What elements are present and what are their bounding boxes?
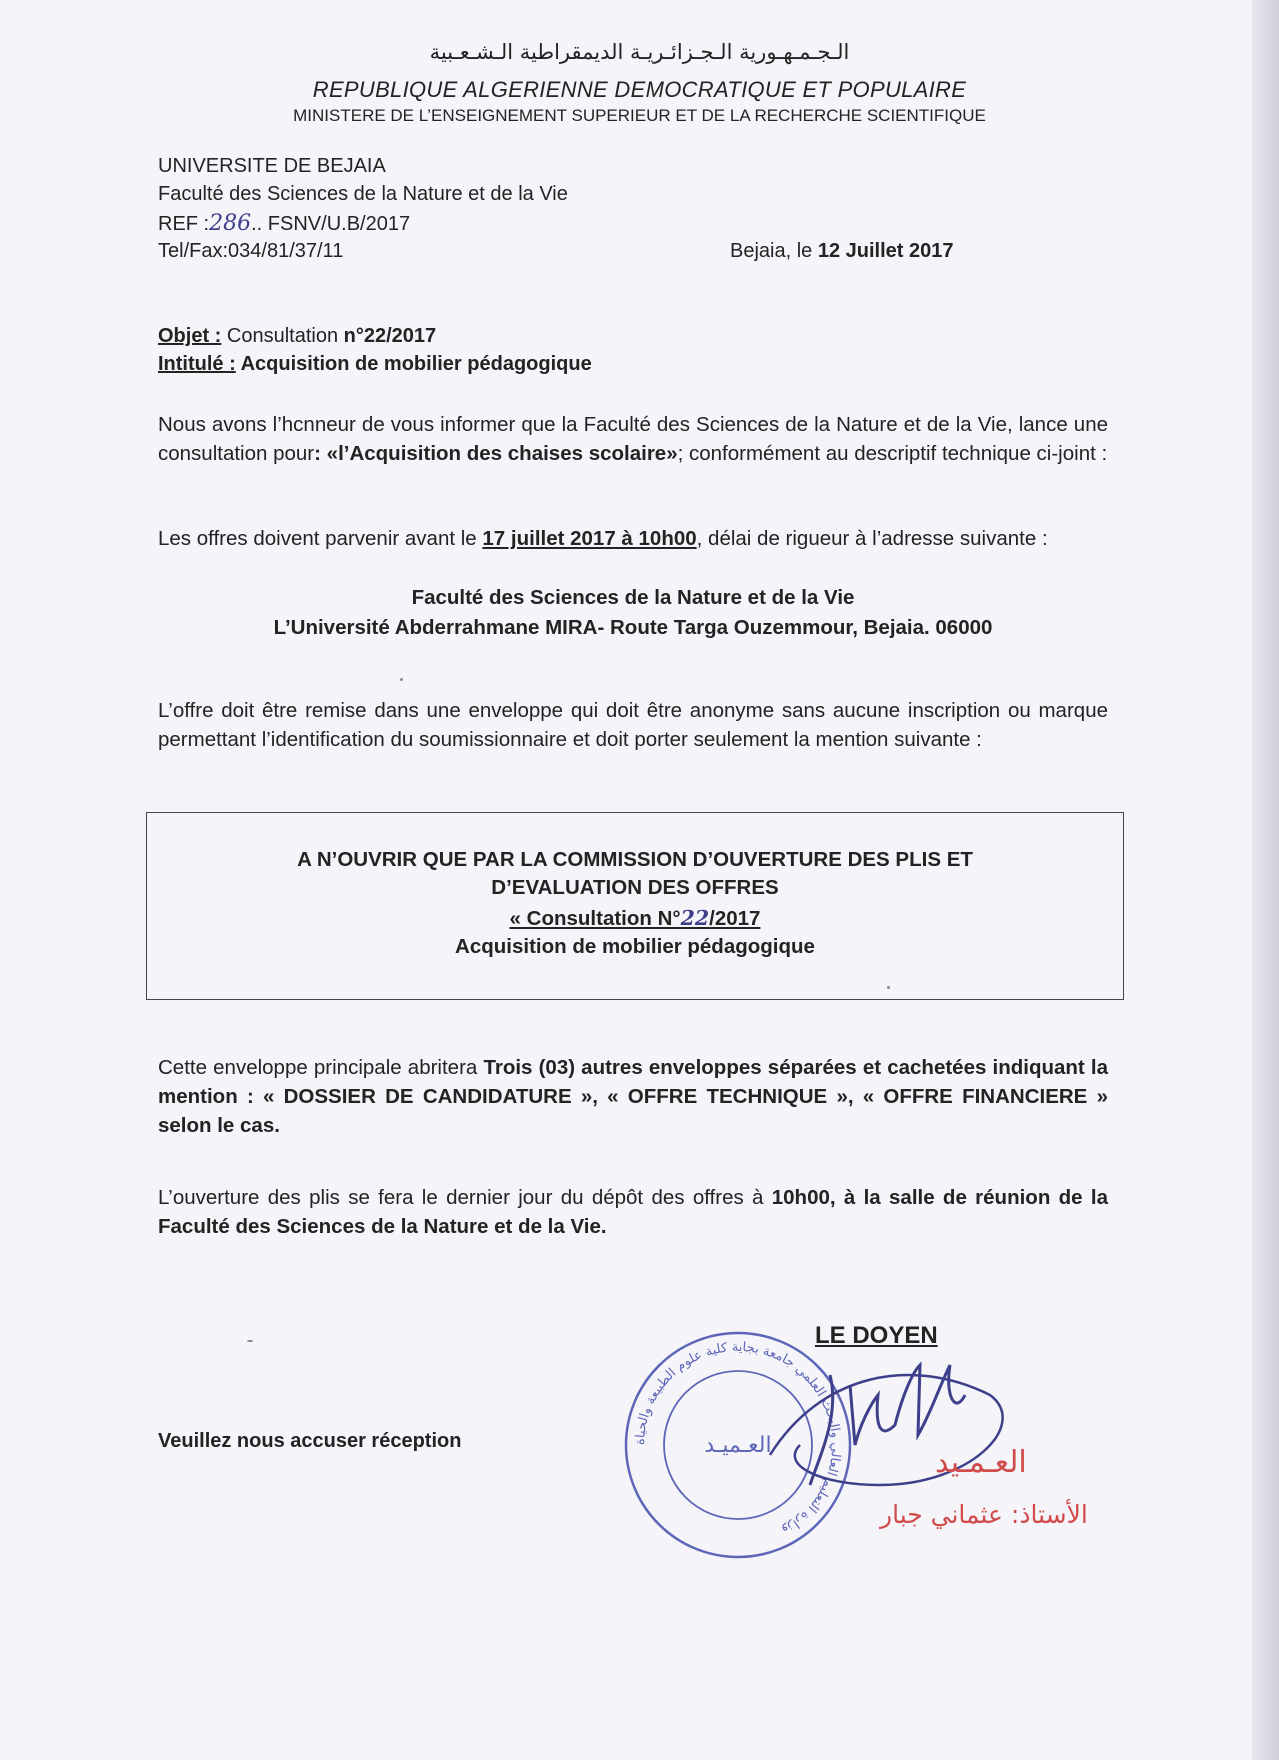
p2-deadline: 17 juillet 2017 à 10h00 [482, 527, 697, 550]
ref-number-handwritten: 286 [209, 211, 252, 236]
red-title-arabic: العـمـيد [935, 1445, 1027, 1480]
scan-speck [247, 1340, 253, 1342]
paragraph-deadline [158, 524, 1108, 553]
subject-line [158, 325, 436, 348]
ref-prefix: REF : [158, 213, 210, 235]
stamp-center-text: العـميـد [704, 1433, 772, 1458]
p2-text: Les offres doivent parvenir avant le [158, 527, 483, 550]
box-line-3 [147, 906, 1123, 931]
university-name: UNIVERSITE DE BEJAIA [158, 155, 386, 177]
scan-speck [887, 986, 890, 989]
ref-suffix: .. FSNV/U.B/2017 [251, 213, 411, 235]
arabic-header: الـجـمـهـورية الـجـزائـريـة الديمقراطية الـشـعـبية [429, 40, 850, 64]
stamp-ring-text: وزارة التعليم العالي والبحث العلمي جامعة بجاية كلية علوم الطبيعة والحياة [632, 1339, 844, 1538]
ministry-header: MINISTERE DE L’ENSEIGNEMENT SUPERIEUR ET DE LA RECHERCHE SCIENTIFIQUE [293, 106, 986, 125]
address-line-2: L’Université Abderrahmane MIRA- Route Targa Ouzemmour, Bejaia. 06000 [273, 616, 993, 639]
box-line-4: Acquisition de mobilier pédagogique [455, 935, 815, 958]
date-prefix: Bejaia, le [730, 240, 818, 262]
acknowledgement: Veuillez nous accuser réception [158, 1430, 462, 1452]
letter-date [730, 240, 954, 263]
box-consultation-number-handwritten: 22 [680, 906, 710, 930]
p2-tail: , délai de rigueur à l’adresse suivante : [696, 527, 1048, 550]
p5-bold: 10h00, à la salle de réunion de la Faculté des Sciences de la Nature et de la Vie. [158, 1186, 1108, 1238]
intitule-label: Intitulé : [158, 353, 236, 375]
date-value: 12 Juillet 2017 [817, 240, 954, 262]
box-line-2: D’EVALUATION DES OFFRES [491, 876, 779, 899]
le-doyen-title: LE DOYEN [815, 1322, 938, 1349]
box-line-1: A N’OUVRIR QUE PAR LA COMMISSION D’OUVERTURE DES PLIS ET [297, 848, 973, 871]
paragraph-envelope: L’offre doit être remise dans une enveloppe qui doit être anonyme sans aucune inscription ou marque permettant l’identification du soumissionnaire et doit porter seulement la mention suivante : [158, 699, 1108, 751]
red-name-arabic: الأستاذ: عثماني جبار [880, 1500, 1088, 1529]
objet-text: Consultation [221, 325, 344, 347]
p1-tail: ; conformément au descriptif technique ci-joint : [677, 442, 1108, 465]
paragraph-opening [158, 1183, 1108, 1241]
republic-header: REPUBLIQUE ALGERIENNE DEMOCRATIQUE ET POPULAIRE [312, 77, 967, 102]
intitule-text: Acquisition de mobilier pédagogique [235, 353, 592, 375]
envelope-mention-box [146, 812, 1124, 1000]
reference-line [158, 211, 410, 236]
telfax: Tel/Fax:034/81/37/11 [158, 240, 344, 262]
scan-speck [400, 678, 403, 681]
paragraph-intro [158, 410, 1108, 468]
objet-label: Objet : [158, 325, 222, 347]
p5-text: L’ouverture des plis se fera le dernier jour du dépôt des offres à [158, 1186, 772, 1209]
paragraph-envelopes [158, 1053, 1108, 1140]
objet-number: n°22/2017 [343, 325, 437, 347]
p4-text: Cette enveloppe principale abritera [158, 1056, 484, 1079]
box-consultation-label: « Consultation N°22/2017 [509, 906, 761, 930]
p1-object: : «l’Acquisition des chaises scolaire» [314, 442, 678, 465]
faculty-name: Faculté des Sciences de la Nature et de la Vie [158, 183, 568, 205]
address-line-1: Faculté des Sciences de la Nature et de la Vie [411, 586, 855, 609]
p4-bold: Trois (03) autres enveloppes séparées et cachetées indiquant la mention : « DOSSIER DE CANDIDATURE », « OFFRE TECHNIQUE », « OFFRE FINANCIERE » selon le cas. [158, 1056, 1108, 1137]
p1-text: Nous avons l’hcnneur de vous informer que la Faculté des Sciences de la Nature et de la Vie, lance une consultation pour [158, 413, 1108, 465]
intitule-line [158, 353, 592, 376]
